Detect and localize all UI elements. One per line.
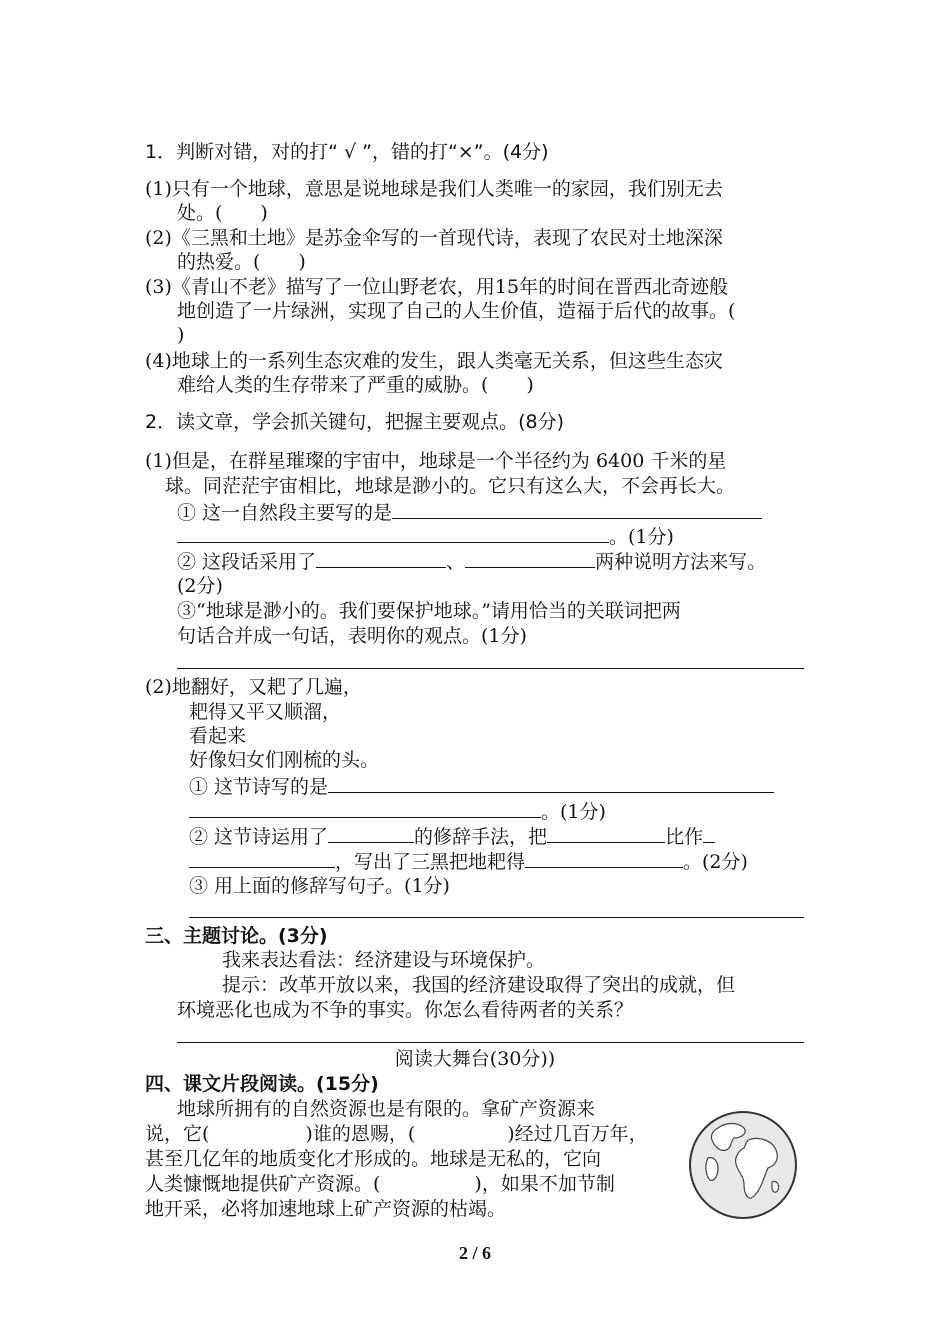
section4-l2a: 说，它( bbox=[145, 1123, 210, 1145]
q2-passage1-line1: (1)但是，在群星璀璨的宇宙中，地球是一个半径约为 6400 千米的星 bbox=[145, 450, 727, 472]
section4-title: 四、课文片段阅读。(15分) bbox=[145, 1073, 379, 1095]
q2-poem-sub2-mid2: ，写出了三黑把地耙得 bbox=[335, 851, 526, 873]
page-number: 2 / 6 bbox=[458, 1243, 491, 1263]
q2-poem-sub3: ③ 用上面的修辞写句子。(1分) bbox=[189, 875, 450, 897]
section3-title: 三、主题讨论。(3分) bbox=[145, 925, 328, 947]
q1-item4-line2: 难给人类的生存带来了严重的威胁。( ) bbox=[177, 374, 534, 396]
q2-poem-sub1-line1 bbox=[189, 774, 774, 799]
section4-line3: 甚至几亿年的地质变化才形成的。地球是无私的，它向 bbox=[145, 1148, 602, 1170]
q2-sub1-line2 bbox=[177, 524, 674, 549]
section4-line1: 地球所拥有的自然资源也是有限的。拿矿产资源来 bbox=[177, 1098, 596, 1120]
section4-l2c: )经过几百万年， bbox=[507, 1123, 648, 1145]
answer-blank[interactable] bbox=[189, 799, 541, 818]
q2-poem-line2: 耙得又平又顺溜， bbox=[189, 701, 342, 723]
q2-sub2-prompt: ② 这段话采用了 bbox=[177, 551, 317, 573]
q1-item1-line1: (1)只有一个地球，意思是说地球是我们人类唯一的家园，我们别无去 bbox=[145, 178, 723, 200]
q1-title: 1．判断对错，对的打“ √ ”，错的打“×”。(4分) bbox=[145, 141, 549, 163]
q2-poem-sub1-score: 。(1分) bbox=[541, 801, 606, 823]
answer-blank[interactable] bbox=[189, 849, 335, 868]
section3-line2: 提示：改革开放以来，我国的经济建设取得了突出的成就，但 bbox=[222, 974, 736, 996]
q1-item4-line1: (4)地球上的一系列生态灾难的发生，跟人类毫无关系，但这些生态灾 bbox=[145, 350, 723, 372]
q2-poem-sub2-line2 bbox=[189, 849, 748, 874]
section4-line5: 地开采，必将加速地球上矿产资源的枯竭。 bbox=[145, 1198, 507, 1220]
q2-sub2-line1 bbox=[177, 549, 766, 574]
answer-blank[interactable] bbox=[177, 524, 609, 543]
answer-blank[interactable] bbox=[525, 849, 683, 868]
q2-title: 2．读文章，学会抓关键句，把握主要观点。(8分) bbox=[145, 411, 565, 433]
q2-poem-sub2-compare: 比作 bbox=[665, 826, 704, 848]
q2-passage1-line2: 球。同茫茫宇宙相比，地球是渺小的。它只有这么大，不会再长大。 bbox=[165, 475, 736, 497]
section4-l4a: 人类慷慨地提供矿产资源。( bbox=[145, 1173, 381, 1195]
q1-item2-line2: 的热爱。( ) bbox=[177, 251, 306, 273]
q2-poem-sub2-line1 bbox=[189, 824, 715, 849]
q2-poem-sub2-score: 。(2分) bbox=[683, 851, 748, 873]
answer-line[interactable] bbox=[189, 917, 804, 918]
section4-l2b: )谁的恩赐，( bbox=[305, 1123, 416, 1145]
q2-sub2-suffix: 两种说明方法来写。 bbox=[595, 551, 767, 573]
answer-blank[interactable] bbox=[547, 824, 665, 843]
q2-sub3-line2: 句话合并成一句话，表明你的观点。(1分) bbox=[177, 625, 527, 647]
answer-blank[interactable] bbox=[328, 824, 414, 843]
answer-blank[interactable] bbox=[465, 549, 595, 568]
answer-line[interactable] bbox=[177, 668, 804, 669]
q2-sub1-line1 bbox=[177, 500, 762, 525]
section4-l4b: )，如果不加节制 bbox=[474, 1173, 615, 1195]
q2-sub2-score: (2分) bbox=[177, 575, 223, 597]
q2-poem-line3: 看起来 bbox=[189, 725, 247, 747]
q2-sub1-prompt: ① 这一自然段主要写的是 bbox=[177, 502, 393, 524]
q2-poem-line1: (2)地翻好，又耙了几遍， bbox=[145, 676, 362, 698]
q2-poem-sub1-line2 bbox=[189, 799, 606, 824]
q2-poem-sub1-prompt: ① 这节诗写的是 bbox=[189, 776, 329, 798]
q2-poem-line4: 好像妇女们刚梳的头。 bbox=[189, 749, 380, 771]
q1-item3-line1: (3)《青山不老》描写了一位山野老农，用15年的时间在晋西北奇迹般 bbox=[145, 276, 729, 298]
answer-blank[interactable] bbox=[703, 824, 715, 843]
q2-poem-sub2-mid: 的修辞手法，把 bbox=[414, 826, 548, 848]
answer-line[interactable] bbox=[177, 1042, 804, 1043]
answer-blank[interactable] bbox=[392, 500, 762, 519]
globe-icon bbox=[688, 1110, 798, 1220]
q2-sub2-sep: 、 bbox=[446, 551, 466, 573]
q2-sub1-score: 。(1分) bbox=[609, 526, 674, 548]
section3-line3: 环境恶化也成为不争的事实。你怎么看待两者的关系？ bbox=[177, 999, 634, 1021]
q2-poem-sub2-prompt: ② 这节诗运用了 bbox=[189, 826, 329, 848]
q1-item3-line3: ) bbox=[177, 324, 185, 346]
answer-blank[interactable] bbox=[328, 774, 774, 793]
section4-line4 bbox=[145, 1172, 615, 1196]
reading-stage-heading: 阅读大舞台(30分)) bbox=[394, 1048, 556, 1070]
section4-line2 bbox=[145, 1122, 648, 1146]
q1-item2-line1: (2)《三黑和土地》是苏金伞写的一首现代诗，表现了农民对土地深深 bbox=[145, 227, 723, 249]
answer-blank[interactable] bbox=[316, 549, 446, 568]
q1-item1-line2: 处。( ) bbox=[177, 202, 268, 224]
q1-item3-line2: 地创造了一片绿洲，实现了自己的人生价值，造福于后代的故事。( bbox=[177, 300, 736, 322]
section3-line1: 我来表达看法：经济建设与环境保护。 bbox=[222, 949, 546, 971]
q2-sub3-line1: ③“地球是渺小的。我们要保护地球。”请用恰当的关联词把两 bbox=[177, 600, 681, 622]
